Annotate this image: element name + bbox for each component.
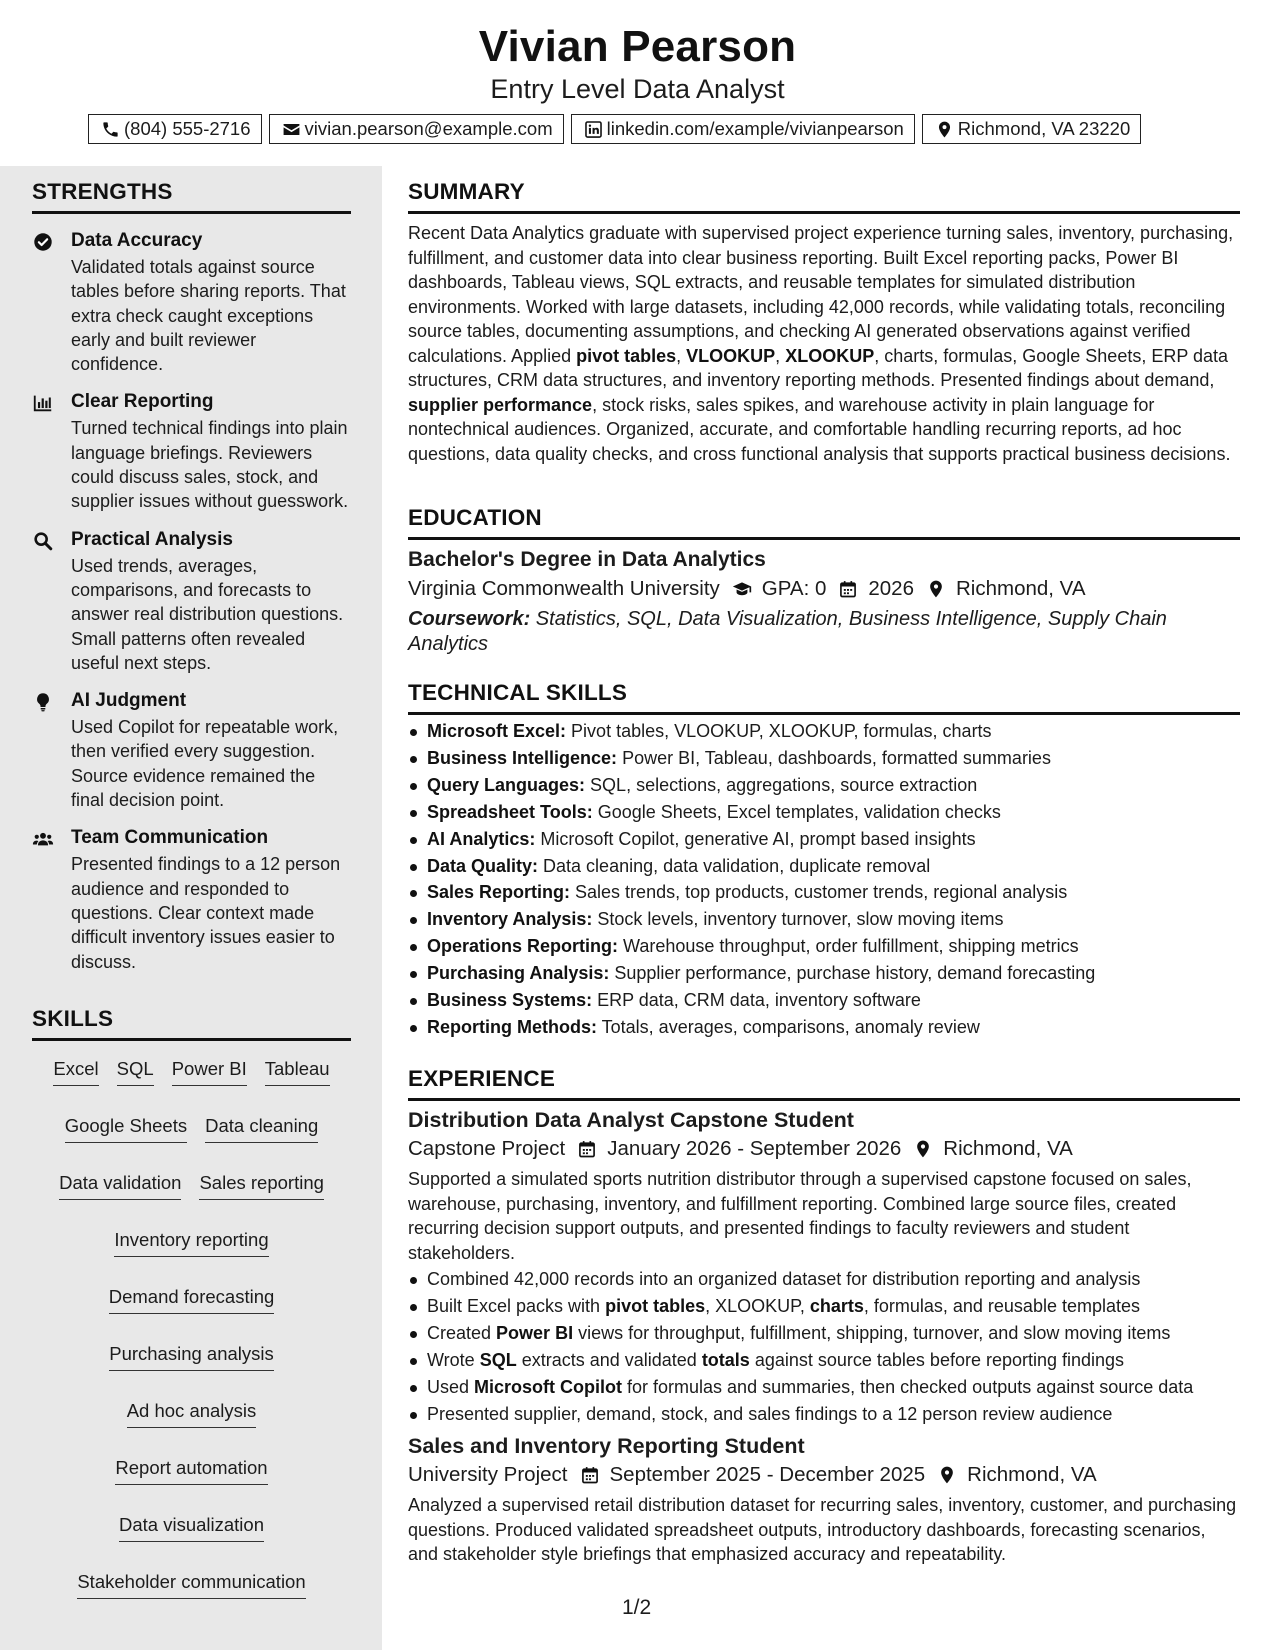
text-run: Created: [427, 1322, 497, 1343]
contact-bar: [88, 114, 1141, 144]
technical-skill-item: [408, 960, 1240, 987]
technical-skill-label: Inventory Analysis:: [427, 909, 593, 930]
strength-desc: Validated totals against source tables before sharing reports. That extra check caught exceptions early and built reviewer confidence.: [71, 257, 346, 375]
skill-chip: Demand forecasting: [109, 1285, 275, 1314]
contact-linkedin[interactable]: [571, 114, 915, 144]
technical-skill-value: ERP data, CRM data, inventory software: [592, 990, 921, 1011]
text-run: extracts and validated: [516, 1349, 702, 1370]
job-meta: [408, 1137, 1240, 1161]
technical-skill-value: Sales trends, top products, customer trends, regional analysis: [570, 882, 1068, 903]
text-run: Presented supplier, demand, stock, and sales findings to a 12 person review audience: [427, 1403, 1113, 1424]
skills-heading: SKILLS: [32, 1006, 114, 1031]
bold-keyword: SQL: [479, 1349, 517, 1370]
job-bullet: [408, 1266, 1240, 1293]
users-icon: [32, 828, 54, 850]
technical-skill-value: Power BI, Tableau, dashboards, formatted summaries: [617, 747, 1051, 768]
contact-phone-text: (804) 555-2716: [124, 118, 251, 139]
technical-skill-label: Spreadsheet Tools:: [427, 801, 593, 822]
strength-name: Practical Analysis: [71, 528, 233, 550]
strength-name: AI Judgment: [71, 690, 187, 712]
magnifier-icon: [32, 530, 54, 552]
education-rule: [408, 537, 1240, 540]
calendar-icon: [838, 579, 858, 599]
candidate-title: Entry Level Data Analyst: [490, 74, 785, 104]
school-name: Virginia Commonwealth University: [408, 577, 720, 600]
strengths-heading: STRENGTHS: [32, 179, 173, 204]
text-run: , XLOOKUP,: [705, 1295, 810, 1316]
envelope-icon: [282, 120, 301, 139]
job-meta: [408, 1463, 1240, 1487]
technical-skill-label: Microsoft Excel:: [427, 721, 567, 741]
map-pin-icon: [935, 120, 954, 139]
summary-rule: [408, 211, 1240, 214]
text-run: for formulas and summaries, then checked outputs against source data: [622, 1376, 1194, 1397]
technical-skill-item: [408, 906, 1240, 933]
skill-chip: Purchasing analysis: [109, 1342, 274, 1371]
skills-rule: [32, 1038, 351, 1041]
job-entry: [408, 1434, 1240, 1567]
text-run: views for throughput, fulfillment, shipping, turnover, and slow moving items: [573, 1322, 1171, 1343]
gpa-text: GPA: 0: [761, 577, 827, 600]
education-heading: EDUCATION: [408, 505, 542, 530]
contact-email-text: vivian.pearson@example.com: [304, 118, 553, 139]
job-bullet: [408, 1374, 1240, 1401]
skill-chip: Google Sheets: [65, 1114, 187, 1143]
skill-chip: Data cleaning: [205, 1114, 318, 1143]
job-description: Supported a simulated sports nutrition distributor through a supervised capstone focused on sales, warehouse, purchasing, inventory, and fulfillment reporting. Combined large source files, created recurring decision support outputs, and presented findings to faculty reviewers and student stakeholders.: [408, 1169, 1192, 1263]
technical-skill-label: Query Languages:: [427, 774, 586, 795]
strength-desc: Used Copilot for repeatable work, then verified every suggestion. Source evidence remained the final decision point.: [71, 717, 339, 811]
strength-desc: Presented findings to a 12 person audience and responded to questions. Clear context made difficult inventory issues easier to discuss.: [71, 854, 341, 972]
bold-keyword: VLOOKUP: [686, 345, 776, 366]
strength-name: Team Communication: [71, 827, 269, 849]
bold-keyword: XLOOKUP: [785, 345, 875, 366]
technical-skill-label: Purchasing Analysis:: [427, 963, 610, 984]
contact-location: [922, 114, 1141, 144]
contact-email[interactable]: [269, 114, 564, 144]
education-location: Richmond, VA: [955, 577, 1086, 600]
job-bullet: [408, 1320, 1240, 1347]
technical-skill-item: [408, 987, 1240, 1014]
job-description: Analyzed a supervised retail distribution dataset for recurring sales, inventory, customer, and purchasing questions. Produced validated spreadsheet outputs, introductory dashboards, forecasting scenarios, and stakeholder style briefings that emphasized accuracy and repeatability.: [408, 1495, 1237, 1565]
education-section: [408, 505, 1240, 657]
bold-keyword: totals: [701, 1349, 750, 1370]
technical-skills-list: [408, 718, 1240, 1041]
skill-chip: Report automation: [115, 1456, 267, 1485]
technical-skills-rule: [408, 712, 1240, 715]
job-role: Sales and Inventory Reporting Student: [408, 1434, 805, 1459]
skill-chip: Data visualization: [119, 1513, 264, 1542]
job-org: Capstone Project: [408, 1137, 566, 1160]
skill-chip: Power BI: [172, 1057, 247, 1086]
technical-skill-value: Microsoft Copilot, generative AI, prompt based insights: [535, 828, 976, 849]
technical-skill-label: Reporting Methods:: [427, 1016, 597, 1037]
technical-skill-label: Operations Reporting:: [427, 936, 619, 957]
job-org: University Project: [408, 1463, 568, 1487]
job-dates: January 2026 - September 2026: [607, 1137, 902, 1160]
bold-keyword: Power BI: [496, 1322, 574, 1343]
map-pin-icon: [913, 1139, 933, 1159]
coursework-list: Statistics, SQL, Data Visualization, Business Intelligence, Supply Chain Analytics: [408, 608, 1167, 655]
resume-header: [0, 0, 1275, 166]
job-bullets: [408, 1266, 1240, 1427]
technical-skill-label: Sales Reporting:: [427, 882, 571, 903]
sidebar: [0, 166, 382, 1650]
job-bullet: [408, 1401, 1240, 1428]
coursework: [408, 607, 1240, 657]
strength-desc: Turned technical findings into plain language briefings. Reviewers could discuss sales, stock, and supplier issues without guesswork.: [71, 418, 349, 512]
technical-skills-section: [408, 680, 1240, 1041]
text-run: ,: [676, 345, 687, 366]
calendar-icon: [580, 1465, 600, 1485]
strengths-rule: [32, 211, 351, 214]
lightbulb-icon: [32, 691, 54, 713]
technical-skill-item: [408, 933, 1240, 960]
skill-chip: Stakeholder communication: [77, 1570, 305, 1599]
job-location: Richmond, VA: [943, 1137, 1073, 1160]
technical-skill-label: AI Analytics:: [427, 828, 536, 849]
skill-chip: Inventory reporting: [114, 1228, 268, 1257]
graduation-year: 2026: [868, 577, 914, 600]
technical-skill-item: [408, 826, 1240, 853]
linkedin-icon: [584, 120, 603, 139]
text-run: Built Excel packs with: [427, 1295, 606, 1316]
phone-icon: [101, 120, 120, 139]
strength-item: [32, 390, 351, 513]
skills-section: [32, 1006, 351, 1599]
technical-skill-value: Totals, averages, comparisons, anomaly review: [596, 1016, 980, 1037]
calendar-icon: [577, 1139, 597, 1159]
job-bullet: [408, 1293, 1240, 1320]
technical-skill-value: Supplier performance, purchase history, demand forecasting: [609, 963, 1096, 984]
strength-item: [32, 528, 351, 675]
technical-skill-item: [408, 879, 1240, 906]
technical-skill-value: Stock levels, inventory turnover, slow moving items: [592, 909, 1004, 930]
check-circle-icon: [32, 231, 54, 253]
contact-phone[interactable]: [88, 114, 262, 144]
bold-keyword: pivot tables: [576, 345, 677, 366]
strength-item: [32, 826, 351, 973]
map-pin-icon: [926, 579, 946, 599]
technical-skill-item: [408, 718, 1240, 745]
education-meta: [408, 577, 1240, 601]
page-number: 1/2: [622, 1596, 652, 1619]
experience-rule: [408, 1098, 1240, 1101]
strength-item: [32, 229, 351, 376]
technical-skill-value: SQL, selections, aggregations, source extraction: [585, 774, 978, 795]
skill-chip: Excel: [53, 1057, 98, 1086]
summary-text: [408, 221, 1240, 466]
technical-skill-value: Warehouse throughput, order fulfillment, shipping metrics: [618, 936, 1079, 957]
skill-chip: Ad hoc analysis: [127, 1399, 257, 1428]
summary-section: [408, 179, 1240, 466]
strengths-section: [32, 179, 351, 974]
text-run: Used: [427, 1376, 475, 1397]
bar-chart-icon: [32, 392, 54, 414]
bold-keyword: supplier performance: [408, 394, 593, 415]
experience-section: [408, 1066, 1240, 1567]
strength-item: [32, 689, 351, 812]
degree-title: Bachelor's Degree in Data Analytics: [408, 548, 766, 571]
technical-skill-item: [408, 745, 1240, 772]
candidate-name: Vivian Pearson: [478, 22, 797, 71]
job-location: Richmond, VA: [967, 1463, 1097, 1487]
text-run: , formulas, and reusable templates: [863, 1295, 1141, 1316]
technical-skills-heading: TECHNICAL SKILLS: [408, 680, 628, 705]
job-entry: [408, 1108, 1240, 1427]
strength-desc: Used trends, averages, comparisons, and forecasts to answer real distribution questions. Small patterns often revealed useful next steps.: [71, 555, 344, 673]
contact-location-text: Richmond, VA 23220: [957, 118, 1131, 139]
text-run: , charts, formulas, Google Sheets, ERP data structures, CRM data structures, and inventory reporting methods. Presented findings about demand,: [408, 345, 1229, 390]
experience-heading: EXPERIENCE: [408, 1066, 556, 1091]
technical-skill-label: Data Quality:: [427, 855, 539, 876]
text-run: Wrote: [427, 1349, 480, 1370]
skill-chip: Data validation: [59, 1171, 181, 1200]
coursework-label: Coursework:: [408, 608, 531, 630]
skill-chip: SQL: [117, 1057, 154, 1086]
text-run: Recent Data Analytics graduate with supervised project experience turning sales, inventory, purchasing, fulfillment, and customer data into clear business reporting. Built Excel reporting packs, Power BI dashboards, Tableau views, SQL extracts, and reusable templates for simulated distribution environments. Worked with large datasets, including 42,000 records, while validating totals, reconciling source tables, documenting assumptions, and checking AI generated observations against verified calculations. Applied: [408, 223, 1234, 366]
text-run: , stock risks, sales spikes, and warehouse activity in plain language for nontechnical audiences. Organized, accurate, and comfortable handling recurring reports, ad hoc questions, data quality checks, and cross functional analysis that supports practical business decisions.: [408, 394, 1231, 464]
summary-heading: SUMMARY: [408, 179, 525, 204]
text-run: Combined 42,000 records into an organized dataset for distribution reporting and analysis: [427, 1269, 1141, 1289]
graduation-cap-icon: [732, 579, 752, 599]
skill-chip: Tableau: [265, 1057, 330, 1086]
job-dates: September 2025 - December 2025: [609, 1463, 926, 1487]
skill-chip: Sales reporting: [199, 1171, 323, 1200]
skills-chip-list: [32, 1057, 351, 1599]
bold-keyword: pivot tables: [605, 1295, 706, 1316]
technical-skill-label: Business Intelligence:: [427, 747, 618, 768]
technical-skill-item: [408, 1014, 1240, 1041]
technical-skill-value: Pivot tables, VLOOKUP, XLOOKUP, formulas, charts: [566, 721, 992, 741]
bold-keyword: charts: [809, 1295, 864, 1316]
job-role: Distribution Data Analyst Capstone Student: [408, 1108, 854, 1132]
technical-skill-item: [408, 772, 1240, 799]
technical-skill-item: [408, 799, 1240, 826]
strength-name: Clear Reporting: [71, 391, 214, 413]
contact-linkedin-text: linkedin.com/example/vivianpearson: [606, 118, 904, 139]
text-run: against source tables before reporting findings: [749, 1349, 1125, 1370]
technical-skill-value: Google Sheets, Excel templates, validation checks: [592, 801, 1001, 822]
technical-skill-value: Data cleaning, data validation, duplicate removal: [538, 855, 931, 876]
job-bullet: [408, 1347, 1240, 1374]
technical-skill-label: Business Systems:: [427, 990, 593, 1011]
technical-skill-item: [408, 853, 1240, 880]
text-run: ,: [775, 345, 786, 366]
map-pin-icon: [937, 1465, 957, 1485]
bold-keyword: Microsoft Copilot: [474, 1376, 623, 1397]
strength-name: Data Accuracy: [71, 230, 203, 251]
